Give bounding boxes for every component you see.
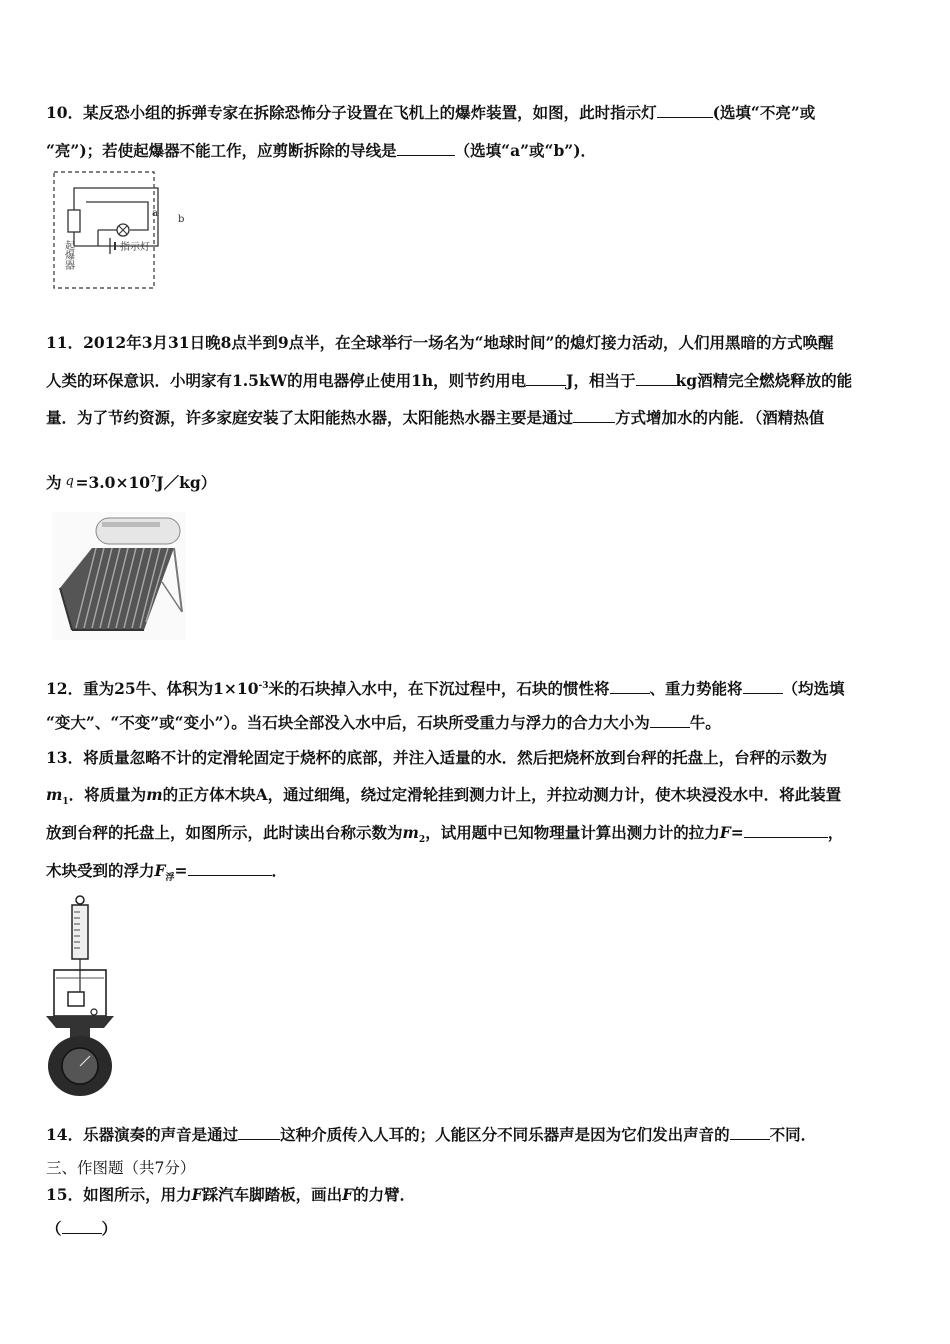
q11-text-1: 11．2012年3月31日晚8点半到9点半，在全球举行一场名为“地球时间”的熄灯接力活动，人们用黑暗的方式唤醒: [46, 333, 834, 352]
q14-blank-2[interactable]: [730, 1124, 770, 1140]
q12-blank-2[interactable]: [743, 678, 783, 694]
q11-text-2: 人类的环保意识．小明家有1.5kW的用电器停止使用1h，则节约用电: [46, 371, 527, 390]
q15-paren-close: ）: [101, 1219, 118, 1238]
q11-blank-1[interactable]: [526, 370, 566, 386]
q12-blank-1[interactable]: [610, 678, 650, 694]
q12-line2: [46, 712, 721, 733]
q11-line3: [46, 407, 824, 428]
q10-line2: [46, 140, 596, 161]
q11-text-7: 为: [46, 473, 62, 493]
q11-text-9: J／kg）: [156, 473, 217, 493]
circuit-wire-a: [86, 202, 148, 230]
q13-period: ．: [271, 861, 288, 880]
q12-text-2: 米的石块掉入水中，在下沉过程中，石块的惯性将: [268, 679, 610, 699]
q13-blank-1[interactable]: [744, 822, 828, 838]
q10-text-2: (选填“不亮”或: [712, 103, 816, 122]
q11-text-5: 量．为了节约资源，许多家庭安装了太阳能热水器，太阳能热水器主要是通过: [46, 408, 574, 427]
q15-f-symbol-2: F: [342, 1185, 354, 1204]
q11-text-4: kg酒精完全燃烧释放的能: [675, 371, 853, 390]
circuit-wire-b: [74, 188, 158, 246]
q10-text-1: 10．某反恐小组的拆弹专家在拆除恐怖分子设置在飞机上的爆炸装置，如图，此时指示灯: [46, 103, 657, 122]
q11-blank-3[interactable]: [573, 407, 615, 423]
wire-a-label: a: [152, 208, 158, 219]
q13-line4: [46, 860, 287, 888]
circuit-diagram: [48, 168, 198, 293]
q15-text-1: 15．如图所示，用力: [46, 1185, 192, 1204]
q13-line1: [46, 748, 827, 768]
q13-m-symbol-2: m: [146, 785, 163, 804]
q10-blank-2[interactable]: [397, 140, 455, 156]
q13-text-5: ，试用题中已知物理量计算出测力计的拉力: [425, 823, 720, 842]
water-tank: [96, 518, 180, 544]
q13-comma: ，: [827, 823, 844, 842]
q13-text-6: 木块受到的浮力: [46, 861, 155, 880]
q13-f-buoyancy-symbol: F: [154, 861, 166, 880]
wire-b-label: b: [178, 214, 185, 225]
q11-line4: [46, 470, 216, 493]
q13-equals-2: =: [174, 861, 188, 880]
q10-blank-1[interactable]: [657, 102, 713, 118]
q14-line1: [46, 1124, 816, 1145]
q12-text-6: 牛。: [689, 713, 721, 732]
q15-f-symbol: F: [191, 1185, 203, 1204]
scale-tray: [46, 1016, 114, 1028]
q10-line1: [46, 102, 815, 123]
q13-text-1: 13．将质量忽略不计的定滑轮固定于烧杯的底部，并注入适量的水．然后把烧杯放到台秤的托盘上，台秤的示数为: [46, 748, 828, 767]
wood-block: [68, 992, 84, 1006]
q11-text-6: 方式增加水的内能．（酒精热值: [615, 408, 825, 427]
q13-subscript-1: 1: [62, 797, 69, 808]
section3-title: 三、作图题（共7分）: [46, 1159, 196, 1177]
q13-f-symbol: F: [719, 823, 731, 842]
q11-text-8: =3.0×10: [75, 473, 151, 493]
q11-exponent: 7: [150, 475, 157, 485]
q13-subscript-2: 2: [418, 835, 426, 846]
q14-text-2: 这种介质传入人耳的；人能区分不同乐器声是因为它们发出声音的: [280, 1125, 730, 1144]
section3-heading: [46, 1158, 195, 1178]
q12-exponent: -3: [258, 681, 269, 691]
spring-scale: [72, 905, 88, 959]
q14-text-1: 14．乐器演奏的声音是通过: [46, 1125, 239, 1144]
q13-text-4: 放到台秤的托盘上，如图所示，此时读出台称示数为: [46, 823, 403, 842]
q12-blank-3[interactable]: [650, 712, 690, 728]
q11-text-3: J，相当于: [566, 371, 636, 390]
q14-blank-1[interactable]: [238, 1124, 280, 1140]
q10-text-4: （选填“a”或“b”)．: [454, 141, 597, 160]
q12-text-5: “变大”、“不变”或“变小”）。当石块全部没入水中后，石块所受重力与浮力的合力大小为: [46, 713, 650, 732]
q10-text-3: “亮”)；若使起爆器不能工作，应剪断拆除的导线是: [46, 141, 397, 160]
detonator-resistor: [68, 210, 80, 232]
q11-line1: [46, 333, 833, 353]
q13-blank-2[interactable]: [188, 860, 272, 876]
indicator-label: 指示灯: [120, 242, 150, 253]
q13-line3: [46, 822, 843, 850]
q13-text-3: 的正方体木块A，通过细绳，绕过定滑轮挂到测力计上，并拉动测力计，使木块浸没水中．将此装置: [162, 785, 842, 804]
q12-line1: [46, 676, 845, 699]
q12-text-3: 、重力势能将: [649, 679, 743, 699]
q13-equals: =: [730, 823, 744, 842]
q15-text-3: 的力臂．: [353, 1185, 416, 1204]
q15-line1: [46, 1185, 415, 1205]
q13-m-symbol: m: [46, 785, 63, 804]
q13-m-symbol-3: m: [402, 823, 419, 842]
solar-water-heater-image: [52, 512, 186, 640]
detonator-label: 起爆器: [62, 240, 74, 270]
q15-line2: [46, 1218, 117, 1239]
q13-text-2: ．将质量为: [68, 785, 147, 804]
q11-blank-2[interactable]: [636, 370, 676, 386]
q11-line2: [46, 370, 852, 391]
q15-paren-open: （: [46, 1219, 62, 1238]
q13-subscript-3: 浮: [165, 873, 175, 884]
spring-scale-apparatus-image: [44, 894, 124, 1100]
q-symbol: q: [65, 474, 74, 490]
q14-text-3: 不同．: [769, 1125, 817, 1144]
q15-text-2: 踩汽车脚踏板，画出: [202, 1185, 343, 1204]
q12-text-1: 12．重为25牛、体积为1×10: [46, 679, 259, 699]
q15-blank-1[interactable]: [62, 1218, 102, 1234]
q13-line2: [46, 785, 841, 812]
q12-text-4: （均选填: [782, 679, 845, 699]
